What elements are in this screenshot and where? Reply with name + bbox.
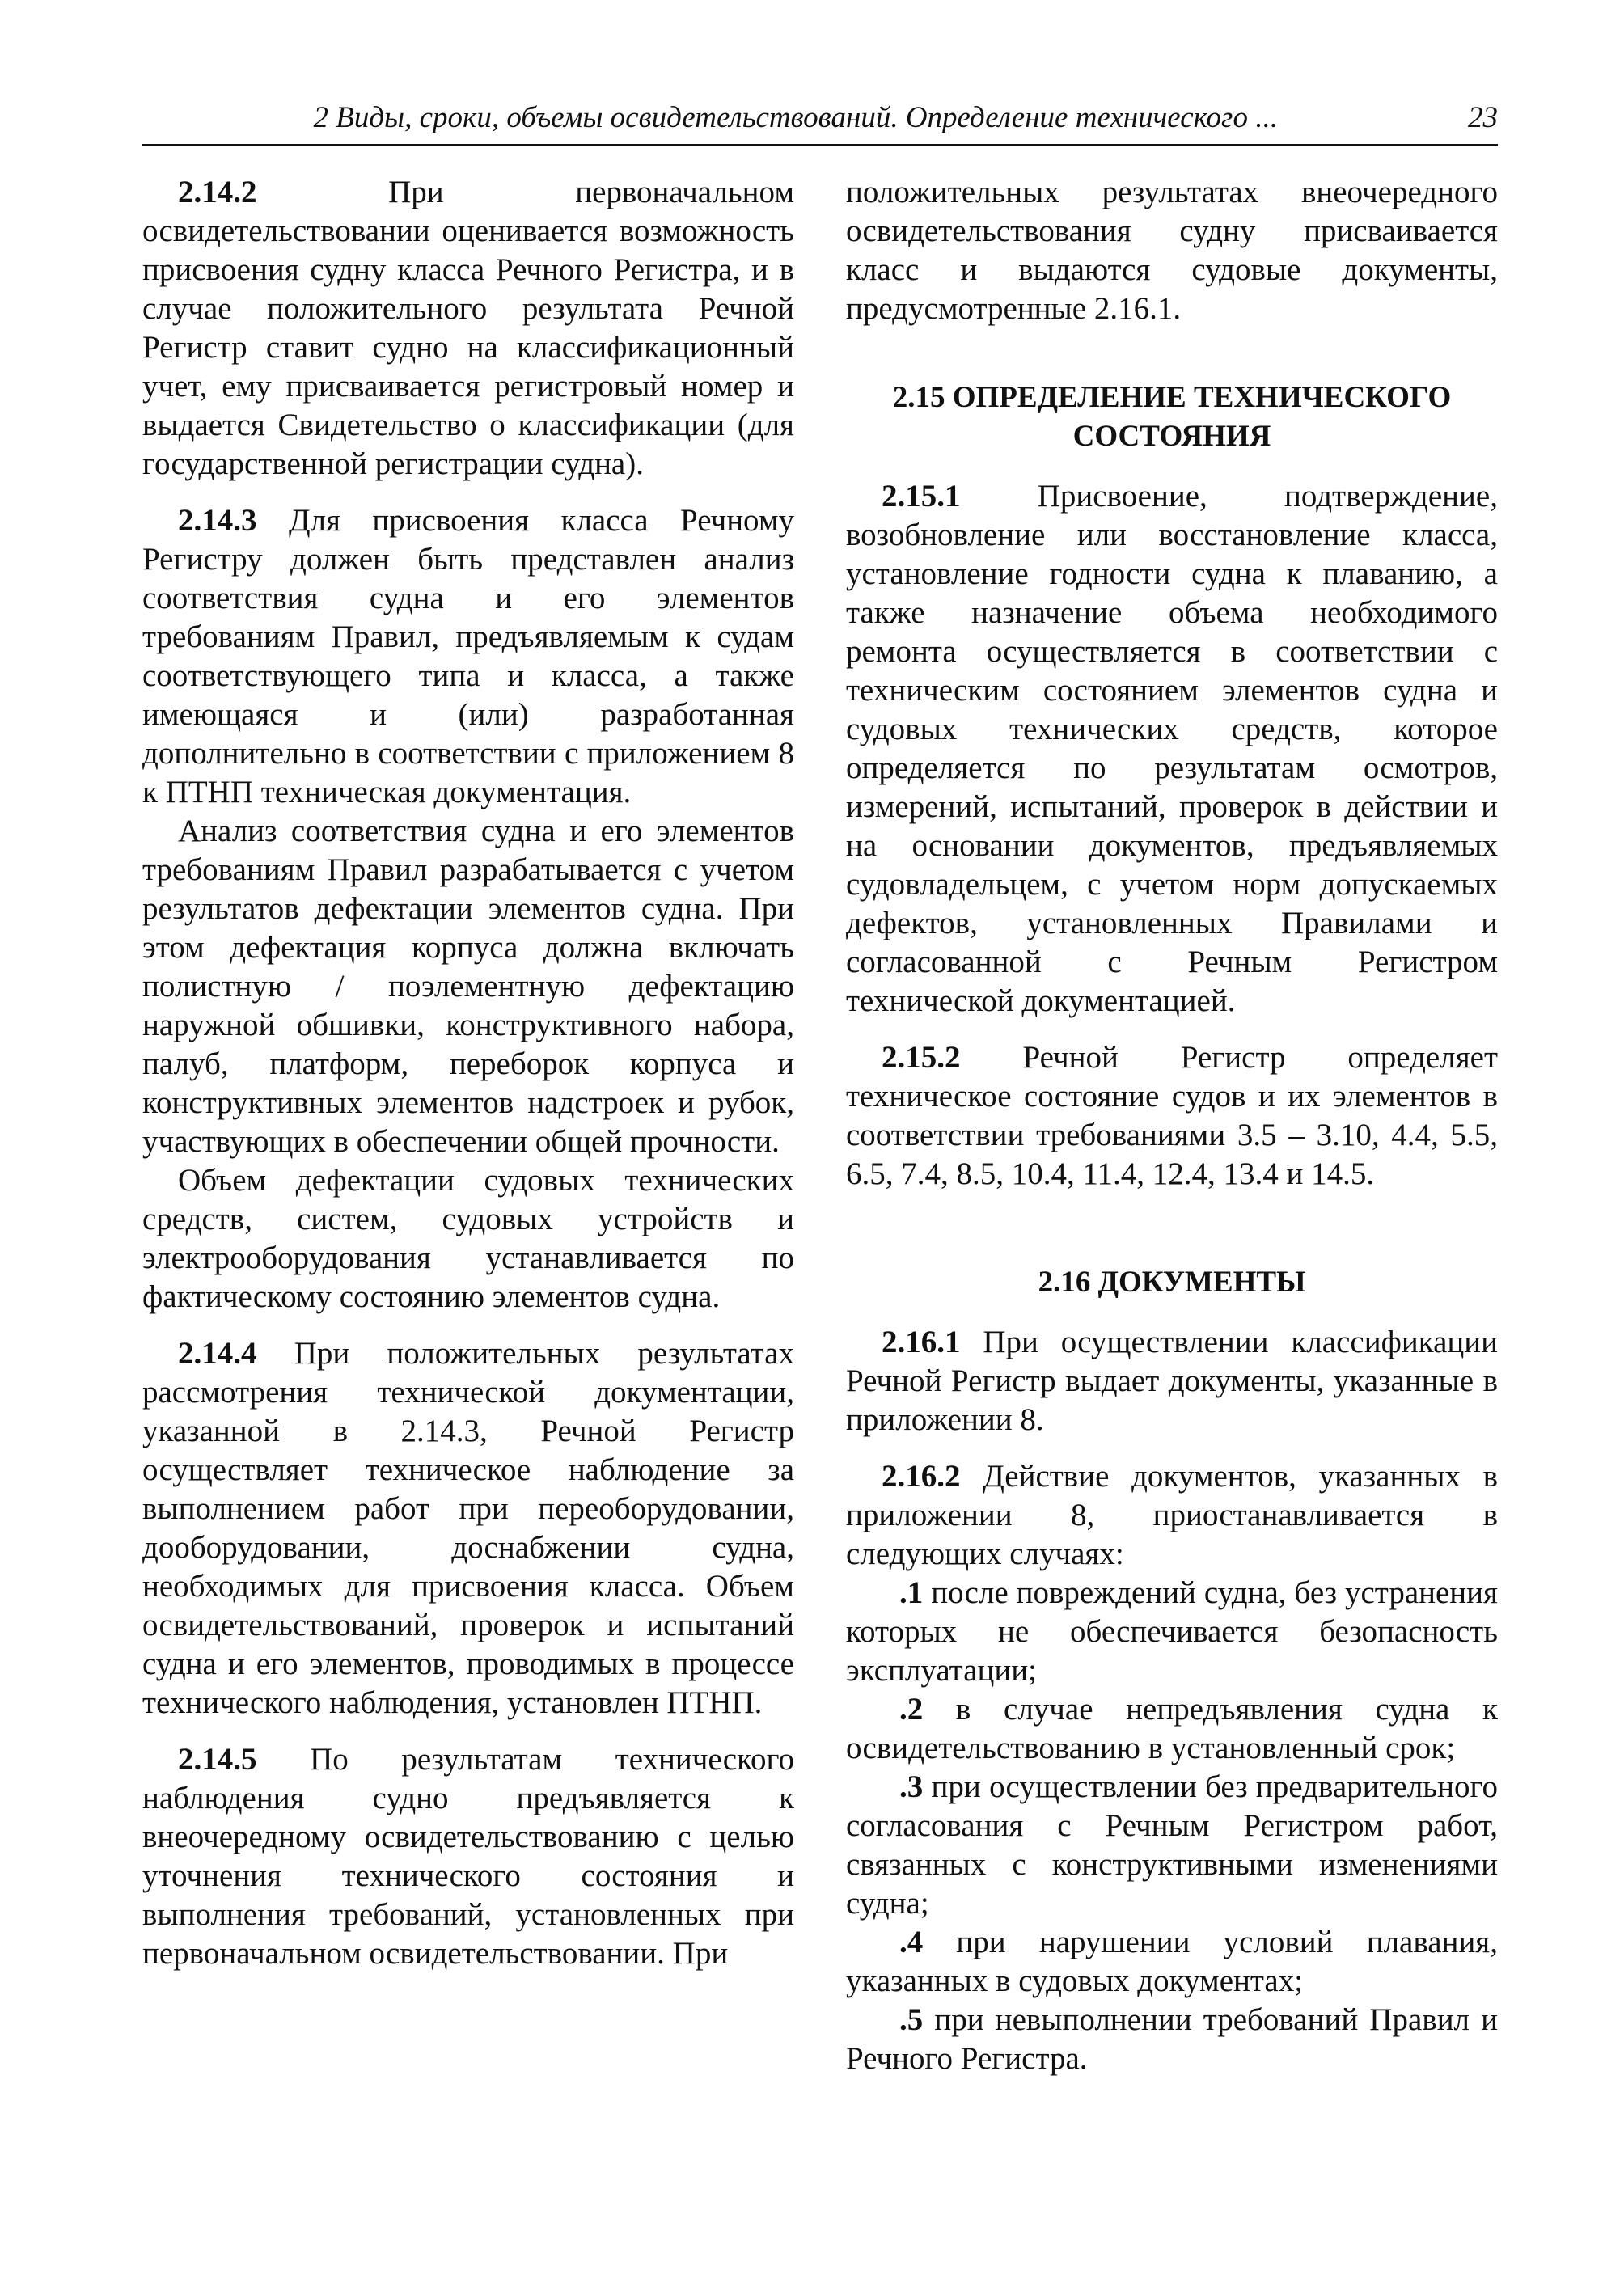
item-text: после повреждений судна, без устранения которых не обеспечивается безопасность эксплуатации; (846, 1575, 1498, 1688)
page-number: 23 (1468, 101, 1498, 134)
clause-text: Речной Регистр определяет техническое состояние судов и их элементов в соответствии требованиями 3.5 – 3.10, 4.4, 5.5, 6.5, 7.4, 8.5, 10.4, 11.4, 12.4, 13.4 и 14.5. (846, 1040, 1498, 1191)
section-heading-2-16: 2.16 ДОКУМЕНТЫ (1038, 1266, 1306, 1299)
section-heading-line: 2.15 ОПРЕДЕЛЕНИЕ ТЕХНИЧЕСКОГО (892, 381, 1452, 414)
paragraph-2-14-3-analysis: Анализ соответствия судна и его элементов требованиям Правил разрабатывается с учетом результатов дефектации элементов судна. При этом дефектация корпуса должна включать полистную / поэлементную дефектацию наружной обшивки, конструктивного набора, палуб, платформ, переборок корпуса и конструктивных элементов надстроек и рубок, участвующих в обеспечении общей прочности. (142, 814, 794, 1159)
item-number: .4 (899, 1925, 924, 1959)
clause-text: Присвоение, подтверждение, возобновление или восстановление класса, установление годности судна к плаванию, а также назначение объема необходимого ремонта осуществляется в соответствии с техническим состоянием элементов судна и судовых технических средств, которое определяется по результатам осмотров, измерений, испытаний, проверок в действии и на основании документов, предъявляемых судовладельцем, с учетом норм допускаемых дефектов, установленных Правилами и согласованной с Речным Регистром технической документацией. (846, 479, 1498, 1018)
clause-number: 2.14.4 (178, 1336, 257, 1371)
clause-text: Для присвоения класса Речному Регистру должен быть представлен анализ соответствия судна и его элементов требованиям Правил, предъявляемым к судам соответствующего типа и класса, а также имеющаяся и (или) разработанная дополнительно в соответствии с приложением 8 к ПТНП техническая документация. (142, 503, 794, 809)
clause-number: 2.16.2 (882, 1459, 961, 1494)
running-header (142, 99, 1498, 146)
clause-text: При положительных результатах рассмотрения технической документации, указанной в 2.14.3, Речной Регистр осуществляет техническое наблюдение за выполнением работ при переоборудовании, дооборудовании, доснабжении судна, необходимых для присвоения класса. Объем освидетельствований, проверок и испытаний судна и его элементов, проводимых в процессе технического наблюдения, установлен ПТНП. (142, 1336, 794, 1720)
running-title: 2 Виды, сроки, объемы освидетельствований. Определение технического ... (313, 101, 1278, 134)
paragraph-2-16-1 (846, 1323, 1498, 1439)
section-heading-2-15 (846, 378, 1498, 456)
clause-text: При первоначальном освидетельствовании оценивается возможность присвоения судну класса Речного Регистра, и в случае положительного результата Речной Регистр ставит судно на классификационный учет, ему присваивается регистровый номер и выдается Свидетельство о классификации (для государственной регистрации судна). (142, 175, 794, 481)
paragraph-2-14-2 (142, 173, 794, 484)
item-text: при нарушении условий плавания, указанных в судовых документах; (846, 1925, 1498, 1998)
paragraph-2-14-4 (142, 1334, 794, 1722)
left-column (142, 173, 794, 1973)
right-column (846, 173, 1498, 2078)
clause-text: По результатам технического наблюдения судно предъявляется к внеочередному освидетельствованию с целью уточнения технического состояния и выполнения требований, установленных при первоначальном освидетельствовании. При (142, 1742, 794, 1971)
item-number: .1 (899, 1575, 924, 1610)
paragraph-2-14-3-scope: Объем дефектации судовых технических средств, систем, судовых устройств и электрооборудования устанавливается по фактическому состоянию элементов судна. (142, 1163, 794, 1314)
clause-number: 2.14.3 (178, 503, 257, 538)
clause-number: 2.15.1 (882, 479, 961, 514)
item-text: при невыполнении требований Правил и Речного Регистра. (846, 2002, 1498, 2076)
item-number: .5 (899, 2002, 924, 2037)
item-text: в случае непредъявления судна к освидетельствованию в установленный срок; (846, 1692, 1498, 1765)
clause-number: 2.14.5 (178, 1742, 257, 1777)
clause-number: 2.16.1 (882, 1325, 961, 1359)
list-item (846, 1923, 1498, 2001)
list-item (846, 1768, 1498, 1923)
list-item (846, 1690, 1498, 1768)
section-heading-line: СОСТОЯНИЯ (1072, 420, 1271, 453)
item-number: .2 (899, 1692, 924, 1727)
item-text: при осуществлении без предварительного согласования с Речным Регистром работ, связанных с конструктивными изменениями судна; (846, 1769, 1498, 1921)
clause-text: Действие документов, указанных в приложении 8, приостанавливается в следующих случаях: (846, 1459, 1498, 1571)
clause-number: 2.15.2 (882, 1040, 961, 1075)
paragraph-2-15-1 (846, 477, 1498, 1021)
paragraph-2-15-2 (846, 1038, 1498, 1194)
paragraph-2-14-3 (142, 501, 794, 812)
clause-text: При осуществлении классификации Речной Регистр выдает документы, указанные в приложении 8. (846, 1325, 1498, 1437)
list-item (846, 1574, 1498, 1690)
item-number: .3 (899, 1769, 924, 1804)
paragraph-2-14-5-continued: положительных результатах внеочередного освидетельствования судну присваивается класс и выдаются судовые документы, предусмотренные 2.16.1. (846, 175, 1498, 326)
paragraph-2-16-2 (846, 1457, 1498, 1574)
clause-number: 2.14.2 (178, 175, 257, 209)
paragraph-2-14-5 (142, 1740, 794, 1973)
list-item (846, 2001, 1498, 2078)
